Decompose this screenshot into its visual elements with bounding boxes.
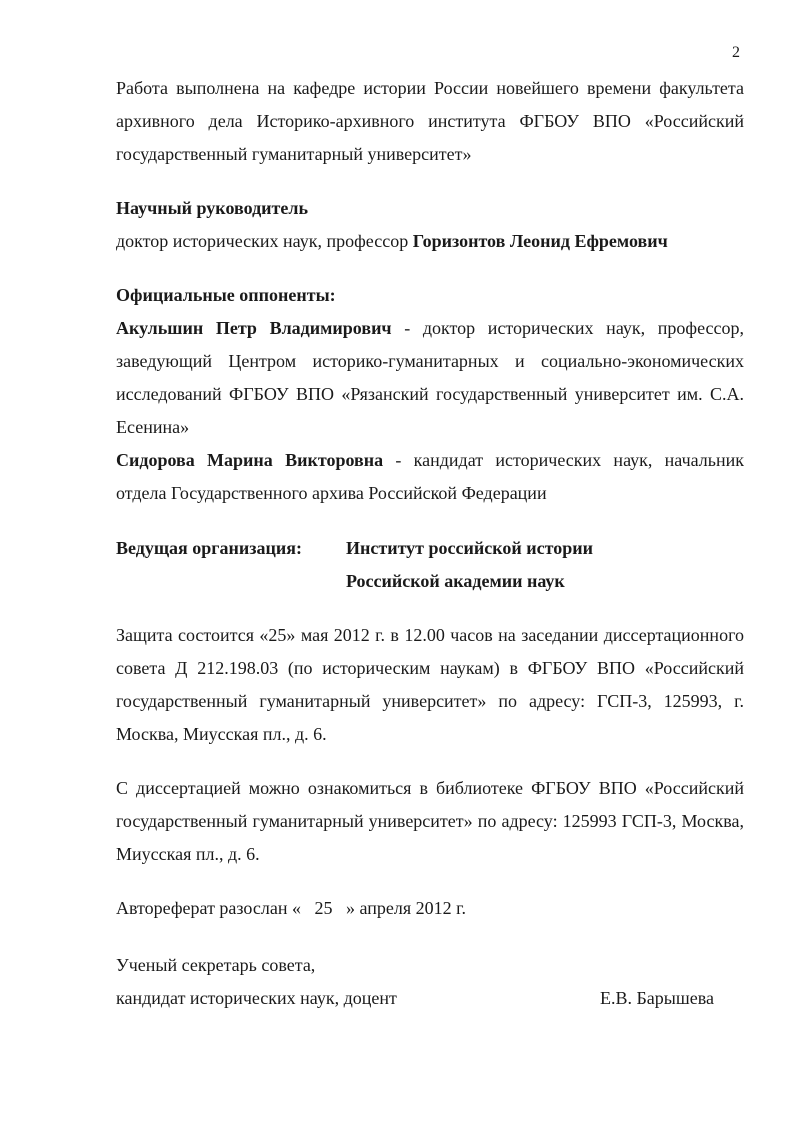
opponents-heading: Официальные оппоненты: — [116, 285, 336, 305]
opponent-2-name: Сидорова Марина Викторовна — [116, 450, 384, 470]
opponent-1-name: Акульшин Петр Владимирович — [116, 318, 392, 338]
page-number: 2 — [732, 44, 740, 61]
leading-org-value — [346, 532, 593, 598]
opponents-section — [116, 279, 744, 510]
leading-org-label: Ведущая организация: — [116, 538, 302, 558]
library-paragraph: С диссертацией можно ознакомиться в библиотеке ФГБОУ ВПО «Российский государственный гуманитарный университет» по адресу: 125993 ГСП-3, Москва, Миусская пл., д. 6. — [116, 778, 744, 864]
opponent-1 — [116, 312, 744, 444]
secretary-name: Е.В. Барышева — [599, 988, 714, 1008]
opponent-1-desc: - доктор исторических наук, профессор, заведующий Центром историко-гуманитарных и социально-экономических исследований ФГБОУ ВПО «Рязанский государственный университет им. С.А. Есенина» — [116, 318, 744, 437]
leading-org-line1: Институт российской истории — [346, 538, 593, 558]
opponent-2-desc: - кандидат исторических наук, начальник отдела Государственного архива Российской Федерации — [116, 450, 744, 503]
supervisor-name: Горизонтов Леонид Ефремович — [412, 231, 668, 251]
opponent-2 — [116, 444, 744, 510]
supervisor-heading: Научный руководитель — [116, 198, 308, 218]
distributed-line: Автореферат разослан « 25 » апреля 2012 г. — [116, 898, 466, 918]
secretary-signature-row — [116, 982, 744, 1015]
secretary-line2: кандидат исторических наук, доцент — [116, 988, 397, 1008]
work-done-paragraph: Работа выполнена на кафедре истории России новейшего времени факультета архивного дела Историко-архивного института ФГБОУ ВПО «Российский государственный гуманитарный университет» — [116, 78, 744, 164]
secretary-line1: Ученый секретарь совета, — [116, 955, 316, 975]
leading-organization — [116, 532, 744, 598]
defense-paragraph: Защита состоится «25» мая 2012 г. в 12.00 часов на заседании диссертационного совета Д 212.198.03 (по историческим наукам) в ФГБОУ ВПО «Российский государственный гуманитарный университет» по адресу: ГСП-3, 125993, г. Москва, Миусская пл., д. 6. — [116, 625, 744, 744]
supervisor-section — [116, 192, 744, 258]
document-body — [116, 72, 744, 1015]
secretary-section — [116, 949, 744, 1015]
supervisor-title: доктор исторических наук, профессор — [116, 231, 409, 251]
leading-org-line2: Российской академии наук — [346, 571, 565, 591]
supervisor-line — [116, 225, 744, 258]
